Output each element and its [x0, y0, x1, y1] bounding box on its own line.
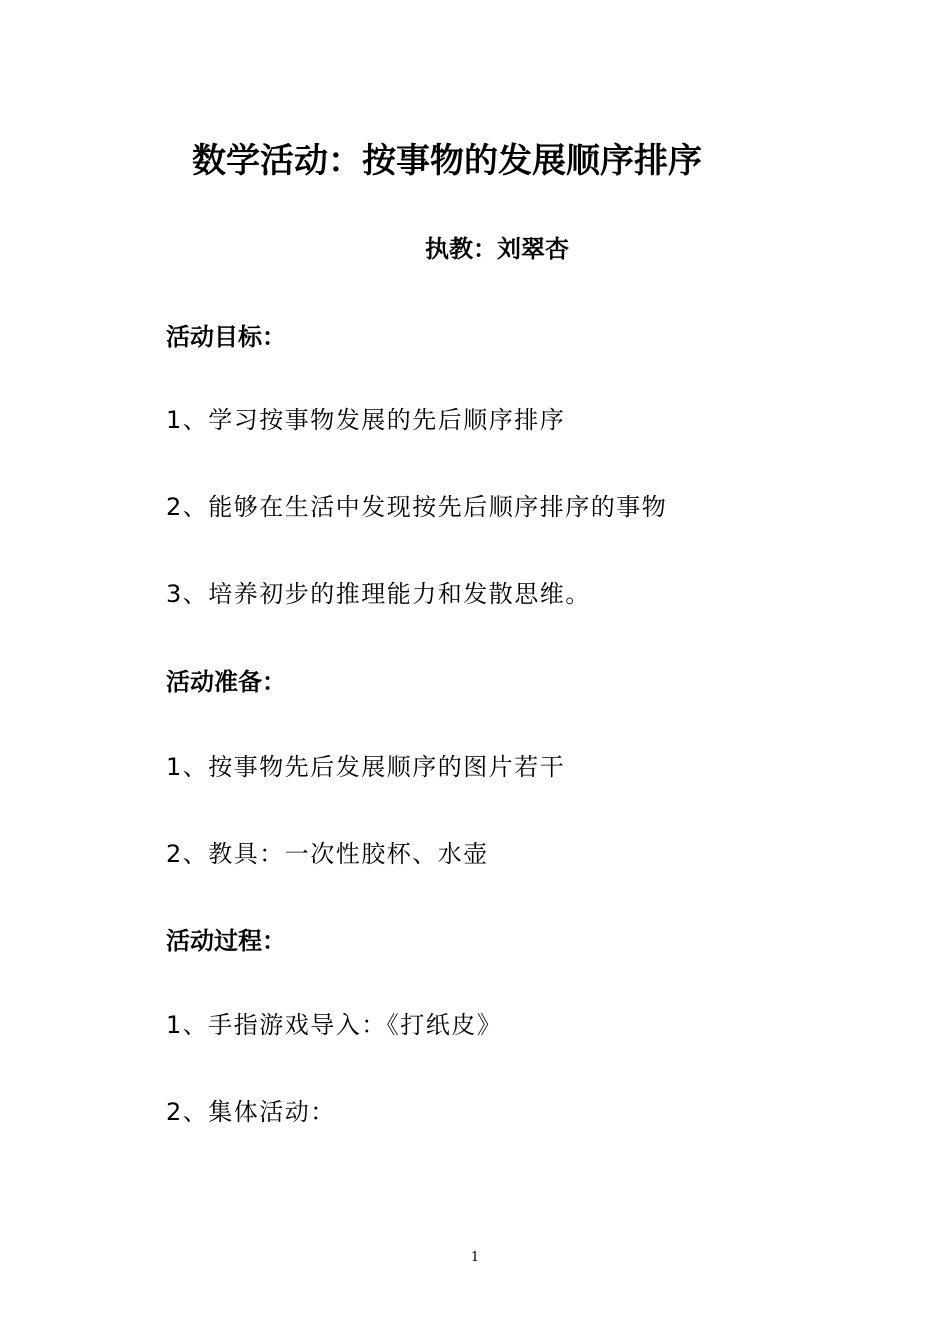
section-heading-process: 活动过程： [166, 927, 286, 955]
goal-item-2: 2、能够在生活中发现按先后顺序排序的事物 [166, 493, 668, 521]
document-author: 执教：刘翠杏 [425, 235, 569, 263]
page-number: 1 [470, 1250, 480, 1265]
preparation-item-1: 1、按事物先后发展顺序的图片若干 [166, 753, 566, 781]
goal-item-3: 3、培养初步的推理能力和发散思维。 [166, 580, 591, 608]
process-item-1: 1、手指游戏导入：《打纸皮》 [166, 1011, 503, 1039]
section-heading-goals: 活动目标： [166, 323, 286, 351]
document-title: 数学活动：按事物的发展顺序排序 [192, 141, 702, 181]
process-item-2: 2、集体活动： [166, 1098, 336, 1126]
preparation-item-2: 2、教具：一次性胶杯、水壶 [166, 840, 489, 868]
section-heading-preparation: 活动准备： [166, 668, 286, 696]
goal-item-1: 1、学习按事物发展的先后顺序排序 [166, 406, 566, 434]
